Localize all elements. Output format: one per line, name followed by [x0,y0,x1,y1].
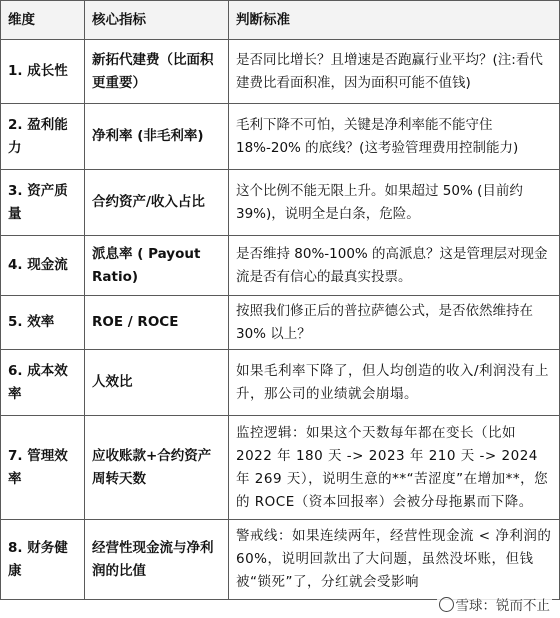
row-criterion: 如果毛利率下降了，但人均创造的收入/利润没有上升，那公司的业绩就会崩塌。 [229,350,560,416]
row-dimension: 8. 财务健康 [1,520,85,600]
row-metric: 派息率 ( Payout Ratio) [85,236,229,296]
table-row [1,104,560,170]
table-row [1,236,560,296]
row-dimension: 5. 效率 [1,296,85,350]
row-metric: 人效比 [85,350,229,416]
snowball-logo-icon [439,597,454,612]
table-row [1,416,560,520]
row-criterion: 毛利下降不可怕，关键是净利率能不能守住 18%-20% 的底线？(这考验管理费用控制能力) [229,104,560,170]
row-dimension: 1. 成长性 [1,40,85,104]
row-criterion: 按照我们修正后的普拉萨德公式，是否依然维持在 30% 以上？ [229,296,560,350]
table-row [1,40,560,104]
header-core-metric: 核心指标 [85,1,229,40]
row-metric: 合约资产/收入占比 [85,170,229,236]
row-dimension: 4. 现金流 [1,236,85,296]
row-metric: 应收账款+合约资产周转天数 [85,416,229,520]
row-criterion: 这个比例不能无限上升。如果超过 50% (目前约 39%)，说明全是白条，危险。 [229,170,560,236]
row-criterion: 是否维持 80%-100% 的高派息？这是管理层对现金流是否有信心的最真实投票。 [229,236,560,296]
row-dimension: 2. 盈利能力 [1,104,85,170]
row-metric: 新拓代建费（比面积更重要） [85,40,229,104]
row-criterion: 监控逻辑：如果这个天数每年都在变长（比如 2022 年 180 天 -> 2023 年 210 天 -> 2024 年 269 天），说明生意的**“苦涩度”在增加**，您的 ROCE（资本回报率）会被分母拖累而下降。 [229,416,560,520]
row-metric: 净利率 (非毛利率) [85,104,229,170]
table-row [1,170,560,236]
row-metric: ROE / ROCE [85,296,229,350]
watermark [437,594,553,614]
table-row [1,296,560,350]
header-dimension: 维度 [1,1,85,40]
row-metric: 经营性现金流与净利润的比值 [85,520,229,600]
row-dimension: 6. 成本效率 [1,350,85,416]
table-row [1,350,560,416]
table-header-row [1,1,560,40]
row-dimension: 3. 资产质量 [1,170,85,236]
row-criterion: 是否同比增长？且增速是否跑赢行业平均？(注:看代建费比看面积准，因为面积可能不值钱) [229,40,560,104]
row-dimension: 7. 管理效率 [1,416,85,520]
watermark-text: 雪球：锐而不止 [455,598,550,614]
table-row [1,520,560,600]
header-criterion: 判断标准 [229,1,560,40]
row-criterion: 警戒线：如果连续两年，经营性现金流 < 净利润的 60%，说明回款出了大问题，虽然没坏账，但钱被“锁死”了，分红就会受影响 [229,520,560,600]
